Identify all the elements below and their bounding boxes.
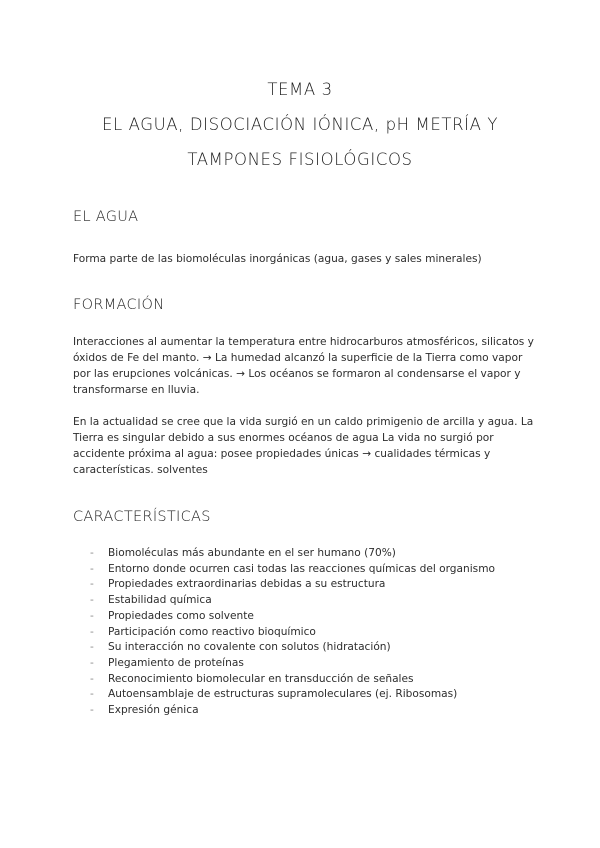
bullet-dash: - [90, 594, 94, 607]
title-line-1: TEMA 3 [267, 80, 333, 99]
caracteristicas-list [90, 546, 495, 719]
bullet-dash: - [90, 704, 94, 717]
bullet-dash: - [90, 625, 94, 638]
list-item [90, 640, 495, 656]
list-item [90, 687, 495, 703]
bullet-dash: - [90, 609, 94, 622]
list-item-text: Expresión génica [108, 704, 199, 717]
list-item-text: Autoensamblaje de estructuras supramoleculares (ej. Ribosomas) [108, 688, 458, 701]
paragraph-el-agua: Forma parte de las biomoléculas inorgánicas (agua, gases y sales minerales) [73, 253, 482, 265]
list-item [90, 577, 495, 593]
list-item [90, 593, 495, 609]
list-item-text: Su interacción no covalente con solutos (hidratación) [108, 641, 391, 654]
list-item-text: Propiedades extraordinarias debidas a su estructura [108, 578, 386, 591]
list-item-text: Propiedades como solvente [108, 609, 254, 622]
list-item [90, 625, 495, 641]
list-item [90, 562, 495, 578]
list-item [90, 703, 495, 719]
heading-el-agua: EL AGUA [73, 209, 139, 225]
bullet-dash: - [90, 672, 94, 685]
heading-formacion: FORMACIÓN [73, 297, 165, 313]
bullet-dash: - [90, 688, 94, 701]
list-item [90, 546, 495, 562]
list-item [90, 672, 495, 688]
paragraph-formacion-1: Interacciones al aumentar la temperatura entre hidrocarburos atmosféricos, silicatos y óxidos de Fe del manto. → La humedad alcanzó la superficie de la Tierra como vapor por las erupciones volcánicas. → Los océanos se formaron al condensarse el vapor y transformarse en lluvia. [73, 336, 534, 396]
list-item-text: Participación como reactivo bioquímico [108, 625, 316, 638]
list-item-text: Entorno donde ocurren casi todas las reacciones químicas del organismo [108, 562, 495, 575]
list-item [90, 609, 495, 625]
bullet-dash: - [90, 641, 94, 654]
list-item-text: Reconocimiento biomolecular en transducción de señales [108, 672, 414, 685]
bullet-dash: - [90, 547, 94, 559]
list-item [90, 656, 495, 672]
heading-caracteristicas: CARACTERÍSTICAS [73, 509, 211, 525]
paragraph-formacion-2: En la actualidad se cree que la vida surgió en un caldo primigenio de arcilla y agua. La Tierra es singular debido a sus enormes océanos de agua La vida no surgió por accidente próxima al agua: posee propiedades únicas → cualidades térmicas y características. solventes [73, 416, 534, 476]
list-item-text: Biomoléculas más abundante en el ser humano (70%) [108, 547, 396, 559]
bullet-dash: - [90, 562, 94, 575]
bullet-dash: - [90, 656, 94, 669]
document-title [0, 72, 600, 177]
list-item-text: Plegamiento de proteínas [108, 656, 244, 669]
list-item-text: Estabilidad química [108, 594, 212, 607]
title-line-3: TAMPONES FISIOLÓGICOS [187, 150, 413, 169]
bullet-dash: - [90, 578, 94, 591]
title-line-2: EL AGUA, DISOCIACIÓN IÓNICA, pH METRÍA Y [101, 115, 499, 134]
